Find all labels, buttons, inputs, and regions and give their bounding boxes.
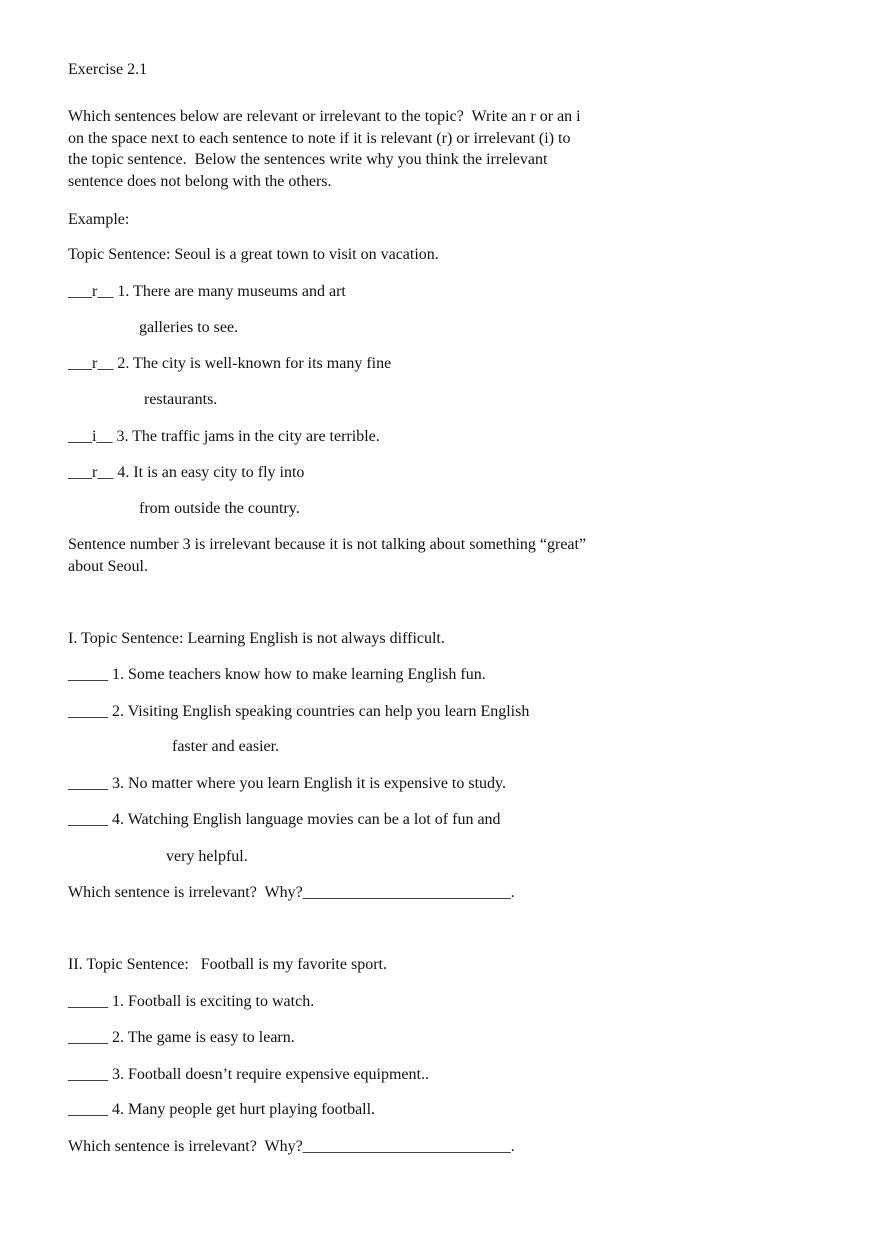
example-explanation: about Seoul. (68, 558, 148, 575)
instructions-line: the topic sentence. Below the sentences write why you think the irrelevant (68, 151, 548, 168)
instructions-line: Which sentences below are relevant or irrelevant to the topic? Write an r or an i (68, 108, 581, 125)
exercise-title: Exercise 2.1 (68, 61, 148, 78)
example-topic-sentence: Topic Sentence: Seoul is a great town to visit on vacation. (68, 246, 439, 263)
answer-item: _____ 3. No matter where you learn English it is expensive to study. (68, 775, 506, 792)
answer-item: _____ 3. Football doesn’t require expensive equipment.. (68, 1066, 429, 1083)
answer-item: _____ 4. Watching English language movies can be a lot of fun and (68, 811, 501, 828)
section-one-topic: I. Topic Sentence: Learning English is not always difficult. (68, 630, 445, 647)
instructions-line: sentence does not belong with the others. (68, 173, 332, 190)
answer-item: _____ 1. Football is exciting to watch. (68, 993, 315, 1010)
answer-item: _____ 2. The game is easy to learn. (68, 1029, 295, 1046)
section-two-question: Which sentence is irrelevant? Why?__________________________. (68, 1138, 515, 1155)
example-item: ___r__ 4. It is an easy city to fly into (68, 464, 305, 481)
section-one-question: Which sentence is irrelevant? Why?__________________________. (68, 884, 515, 901)
answer-item-continuation: faster and easier. (172, 738, 280, 755)
example-item: ___i__ 3. The traffic jams in the city are terrible. (68, 428, 380, 445)
answer-item-continuation: very helpful. (166, 848, 248, 865)
answer-item: _____ 1. Some teachers know how to make learning English fun. (68, 666, 486, 683)
example-label: Example: (68, 211, 130, 228)
section-two-topic: II. Topic Sentence: Football is my favorite sport. (68, 956, 387, 973)
instructions-line: on the space next to each sentence to note if it is relevant (r) or irrelevant (i) to (68, 130, 571, 147)
answer-item: _____ 2. Visiting English speaking countries can help you learn English (68, 703, 530, 720)
example-explanation: Sentence number 3 is irrelevant because it is not talking about something “great” (68, 536, 587, 553)
example-item-continuation: galleries to see. (139, 319, 239, 336)
example-item-continuation: from outside the country. (139, 500, 300, 517)
example-item: ___r__ 2. The city is well-known for its many fine (68, 355, 392, 372)
example-item-continuation: restaurants. (144, 391, 218, 408)
answer-item: _____ 4. Many people get hurt playing football. (68, 1101, 376, 1118)
example-item: ___r__ 1. There are many museums and art (68, 283, 346, 300)
